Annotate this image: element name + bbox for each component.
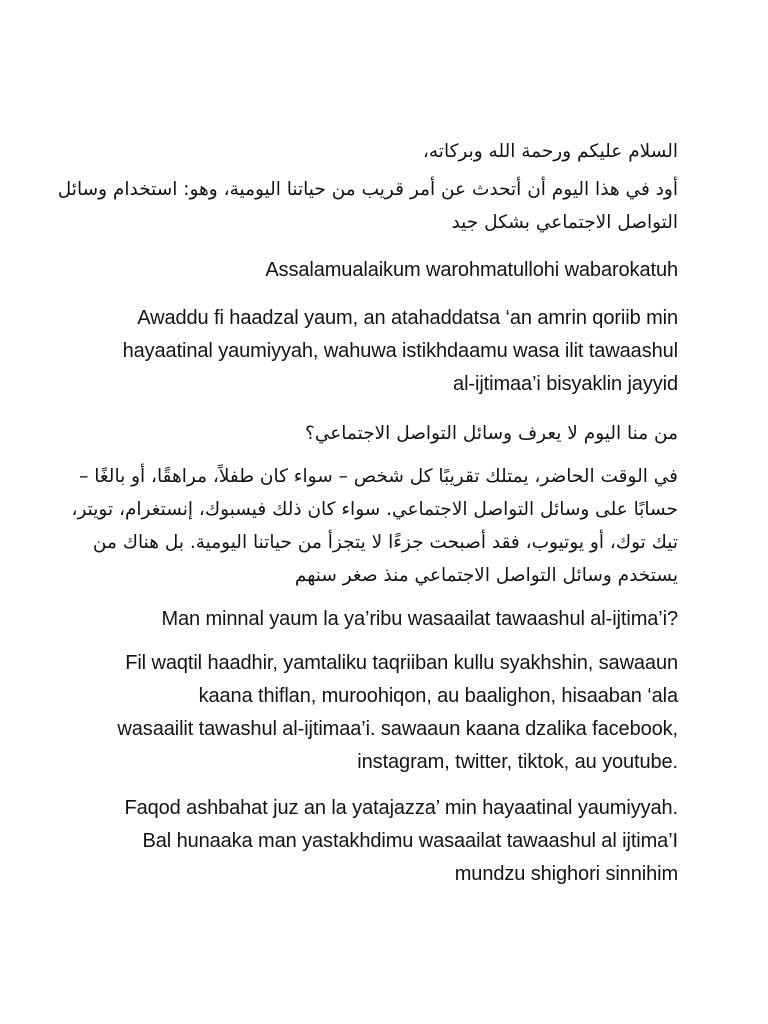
text-line: أود في هذا اليوم أن أتحدث عن أمر قريب من حياتنا اليومية، وهو: استخدام وسائل bbox=[57, 179, 678, 200]
latin-question bbox=[96, 603, 678, 636]
text-line: al-ijtimaa’i bisyaklin jayyid bbox=[453, 373, 678, 395]
text-line: تيك توك، أو يوتيوب، فقد أصبحت جزءًا لا يتجزأ من حياتنا اليومية. بل هناك من bbox=[92, 532, 678, 553]
latin-body bbox=[96, 647, 678, 779]
latin-conclusion bbox=[96, 792, 678, 891]
text-line: في الوقت الحاضر، يمتلك تقريبًا كل شخص – سواء كان طفلاً، مراهقًا، أو بالغًا – bbox=[79, 466, 678, 487]
text-line: hayaatinal yaumiyyah, wahuwa istikhdaamu wasa ilit tawaashul bbox=[122, 340, 678, 362]
text-line: wasaailit tawashul al-ijtimaa’i. sawaaun kaana dzalika facebook, bbox=[117, 718, 678, 740]
arabic-body bbox=[71, 460, 678, 592]
text-line: حسابًا على وسائل التواصل الاجتماعي. سواء كان ذلك فيسبوك، إنستغرام، تويتر، bbox=[71, 499, 678, 520]
text-line: التواصل الاجتماعي بشكل جيد bbox=[451, 212, 678, 233]
text-line: من منا اليوم لا يعرف وسائل التواصل الاجتماعي؟ bbox=[305, 423, 678, 444]
text-line: Awaddu fi haadzal yaum, an atahaddatsa ‘an amrin qoriib min bbox=[137, 307, 678, 329]
text-line: يستخدم وسائل التواصل الاجتماعي منذ صغر سنهم bbox=[294, 565, 678, 586]
text-line: Assalamualaikum warohmatullohi wabarokatuh bbox=[265, 259, 678, 281]
arabic-intro bbox=[57, 173, 678, 239]
text-line: Fil waqtil haadhir, yamtaliku taqriiban kullu syakhshin, sawaaun bbox=[125, 652, 678, 674]
text-line: Bal hunaaka man yastakhdimu wasaailat tawaashul al ijtima’I bbox=[142, 830, 678, 852]
text-line: Man minnal yaum la ya’ribu wasaailat tawaashul al-ijtima’i? bbox=[161, 608, 678, 630]
text-line: Faqod ashbahat juz an la yatajazza’ min hayaatinal yaumiyyah. bbox=[124, 797, 678, 819]
arabic-greeting bbox=[96, 135, 678, 168]
text-line: kaana thiflan, muroohiqon, au baalighon, hisaaban ‘ala bbox=[198, 685, 678, 707]
text-line: mundzu shighori sinnihim bbox=[454, 863, 678, 885]
text-line: السلام عليكم ورحمة الله وبركاته، bbox=[422, 141, 678, 162]
latin-intro bbox=[96, 302, 678, 401]
arabic-question bbox=[96, 417, 678, 450]
latin-greeting bbox=[96, 254, 678, 287]
text-line: instagram, twitter, tiktok, au youtube. bbox=[357, 751, 678, 773]
